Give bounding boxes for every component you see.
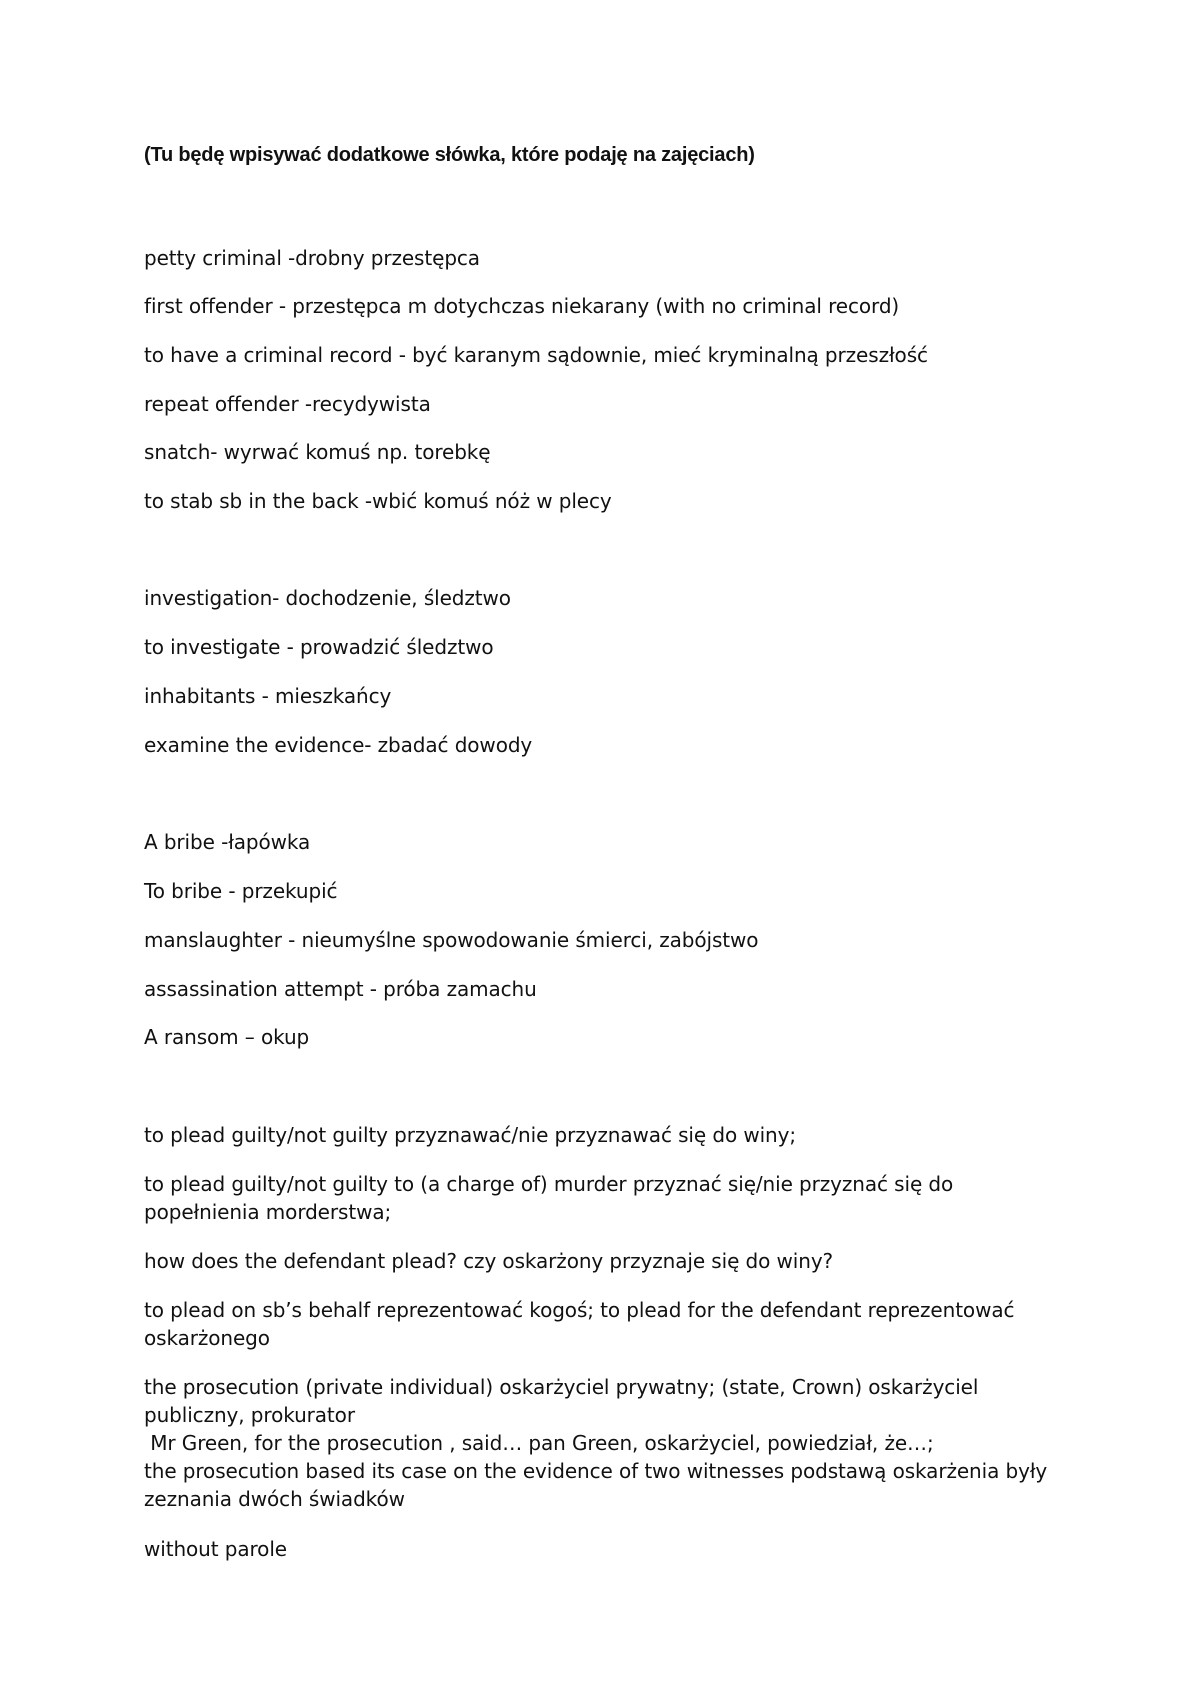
vocab-entry-criminal-record: to have a criminal record - być karanym sądownie, mieć kryminalną przeszłość xyxy=(144,343,928,367)
vocab-entry-to-bribe: To bribe - przekupić xyxy=(144,879,338,903)
vocab-entry-petty-criminal: petty criminal -drobny przestępca xyxy=(144,246,480,270)
prosecution-example-witnesses: the prosecution based its case on the evidence of two witnesses podstawą oskarżenia były zeznania dwóch świadków xyxy=(144,1459,1048,1511)
page-heading: (Tu będę wpisywać dodatkowe słówka, które podaję na zajęciach) xyxy=(144,144,755,166)
vocab-entry-plead-guilty: to plead guilty/not guilty przyznawać/nie przyznawać się do winy; xyxy=(144,1123,796,1147)
vocab-entry-first-offender: first offender - przestępca m dotychczas niekarany (with no criminal record) xyxy=(144,294,900,318)
vocab-entry-plead-on-behalf: to plead on sb’s behalf reprezentować kogoś; to plead for the defendant reprezentować oskarżonego xyxy=(144,1298,1015,1350)
vocab-entry-a-bribe: A bribe -łapówka xyxy=(144,830,311,854)
vocab-entry-assassination-attempt: assassination attempt - próba zamachu xyxy=(144,977,537,1001)
vocab-entry-investigate: to investigate - prowadzić śledztwo xyxy=(144,635,494,659)
vocab-entry-defendant-plead: how does the defendant plead? czy oskarżony przyznaje się do winy? xyxy=(144,1249,834,1273)
vocab-entry-inhabitants: inhabitants - mieszkańcy xyxy=(144,684,392,708)
vocab-entry-examine-evidence: examine the evidence- zbadać dowody xyxy=(144,733,533,757)
vocab-entry-plead-guilty-murder: to plead guilty/not guilty to (a charge of) murder przyznać się/nie przyznać się do popełnienia morderstwa; xyxy=(144,1172,954,1224)
vocab-entry-investigation: investigation- dochodzenie, śledztwo xyxy=(144,586,511,610)
vocab-entry-repeat-offender: repeat offender -recydywista xyxy=(144,392,431,416)
vocab-entry-ransom: A ransom – okup xyxy=(144,1025,310,1049)
vocab-entry-snatch: snatch- wyrwać komuś np. torebkę xyxy=(144,440,491,464)
prosecution-example-mr-green: Mr Green, for the prosecution , said… pan Green, oskarżyciel, powiedział, że…; xyxy=(144,1431,934,1455)
prosecution-definition: the prosecution (private individual) oskarżyciel prywatny; (state, Crown) oskarżyciel publiczny, prokurator xyxy=(144,1375,979,1427)
vocab-entry-without-parole: without parole xyxy=(144,1537,287,1561)
vocab-paragraph-prosecution xyxy=(144,1373,1074,1513)
vocab-entry-stab-in-back: to stab sb in the back -wbić komuś nóż w plecy xyxy=(144,489,612,513)
vocab-entry-manslaughter: manslaughter - nieumyślne spowodowanie śmierci, zabójstwo xyxy=(144,928,759,952)
